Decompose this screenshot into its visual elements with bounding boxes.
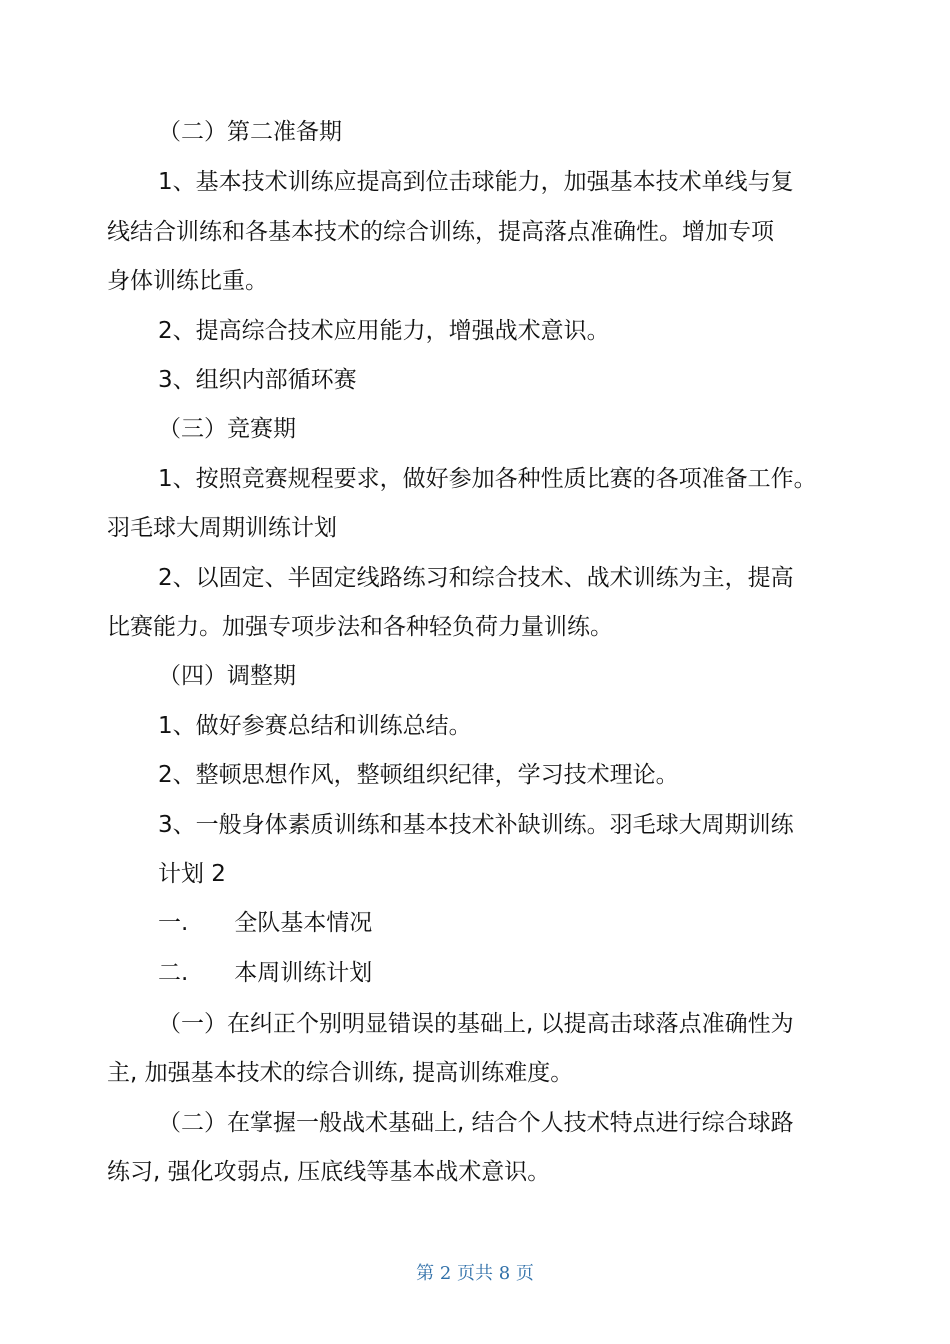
- paragraph-line: 二. 本周训练计划: [158, 960, 373, 986]
- paragraph-line: 3、一般身体素质训练和基本技术补缺训练。羽毛球大周期训练: [158, 812, 794, 838]
- paragraph-line: 3、组织内部循环赛: [158, 367, 357, 393]
- paragraph-line: 身体训练比重。: [107, 268, 268, 294]
- paragraph-line: 主, 加强基本技术的综合训练, 提高训练难度。: [107, 1060, 574, 1086]
- paragraph-line: 2、提高综合技术应用能力，增强战术意识。: [158, 318, 610, 344]
- paragraph-line: 2、以固定、半固定线路练习和综合技术、战术训练为主，提高: [158, 565, 794, 591]
- paragraph-line: 1、基本技术训练应提高到位击球能力，加强基本技术单线与复: [158, 169, 794, 195]
- section-heading-adjustment: （四）调整期: [158, 663, 296, 689]
- paragraph-line: 1、做好参赛总结和训练总结。: [158, 713, 472, 739]
- paragraph-line: 羽毛球大周期训练计划: [107, 515, 337, 541]
- section-heading-second-prep: （二）第二准备期: [158, 119, 342, 145]
- paragraph-line: 2、整顿思想作风，整顿组织纪律，学习技术理论。: [158, 762, 679, 788]
- section-heading-competition: （三）竞赛期: [158, 416, 296, 442]
- paragraph-line: 一. 全队基本情况: [158, 910, 373, 936]
- page-footer: [0, 1262, 950, 1286]
- paragraph-line: 计划 2: [158, 861, 226, 887]
- paragraph-line: 1、按照竞赛规程要求，做好参加各种性质比赛的各项准备工作。: [158, 466, 817, 492]
- paragraph-line: （一）在纠正个别明显错误的基础上, 以提高击球落点准确性为: [158, 1011, 794, 1037]
- page-number-label: 第 2 页共 8 页: [416, 1263, 534, 1284]
- paragraph-line: （二）在掌握一般战术基础上, 结合个人技术特点进行综合球路: [158, 1110, 794, 1136]
- paragraph-line: 练习, 强化攻弱点, 压底线等基本战术意识。: [107, 1159, 551, 1185]
- paragraph-line: 比赛能力。加强专项步法和各种轻负荷力量训练。: [107, 614, 613, 640]
- paragraph-line: 线结合训练和各基本技术的综合训练，提高落点准确性。增加专项: [107, 219, 774, 245]
